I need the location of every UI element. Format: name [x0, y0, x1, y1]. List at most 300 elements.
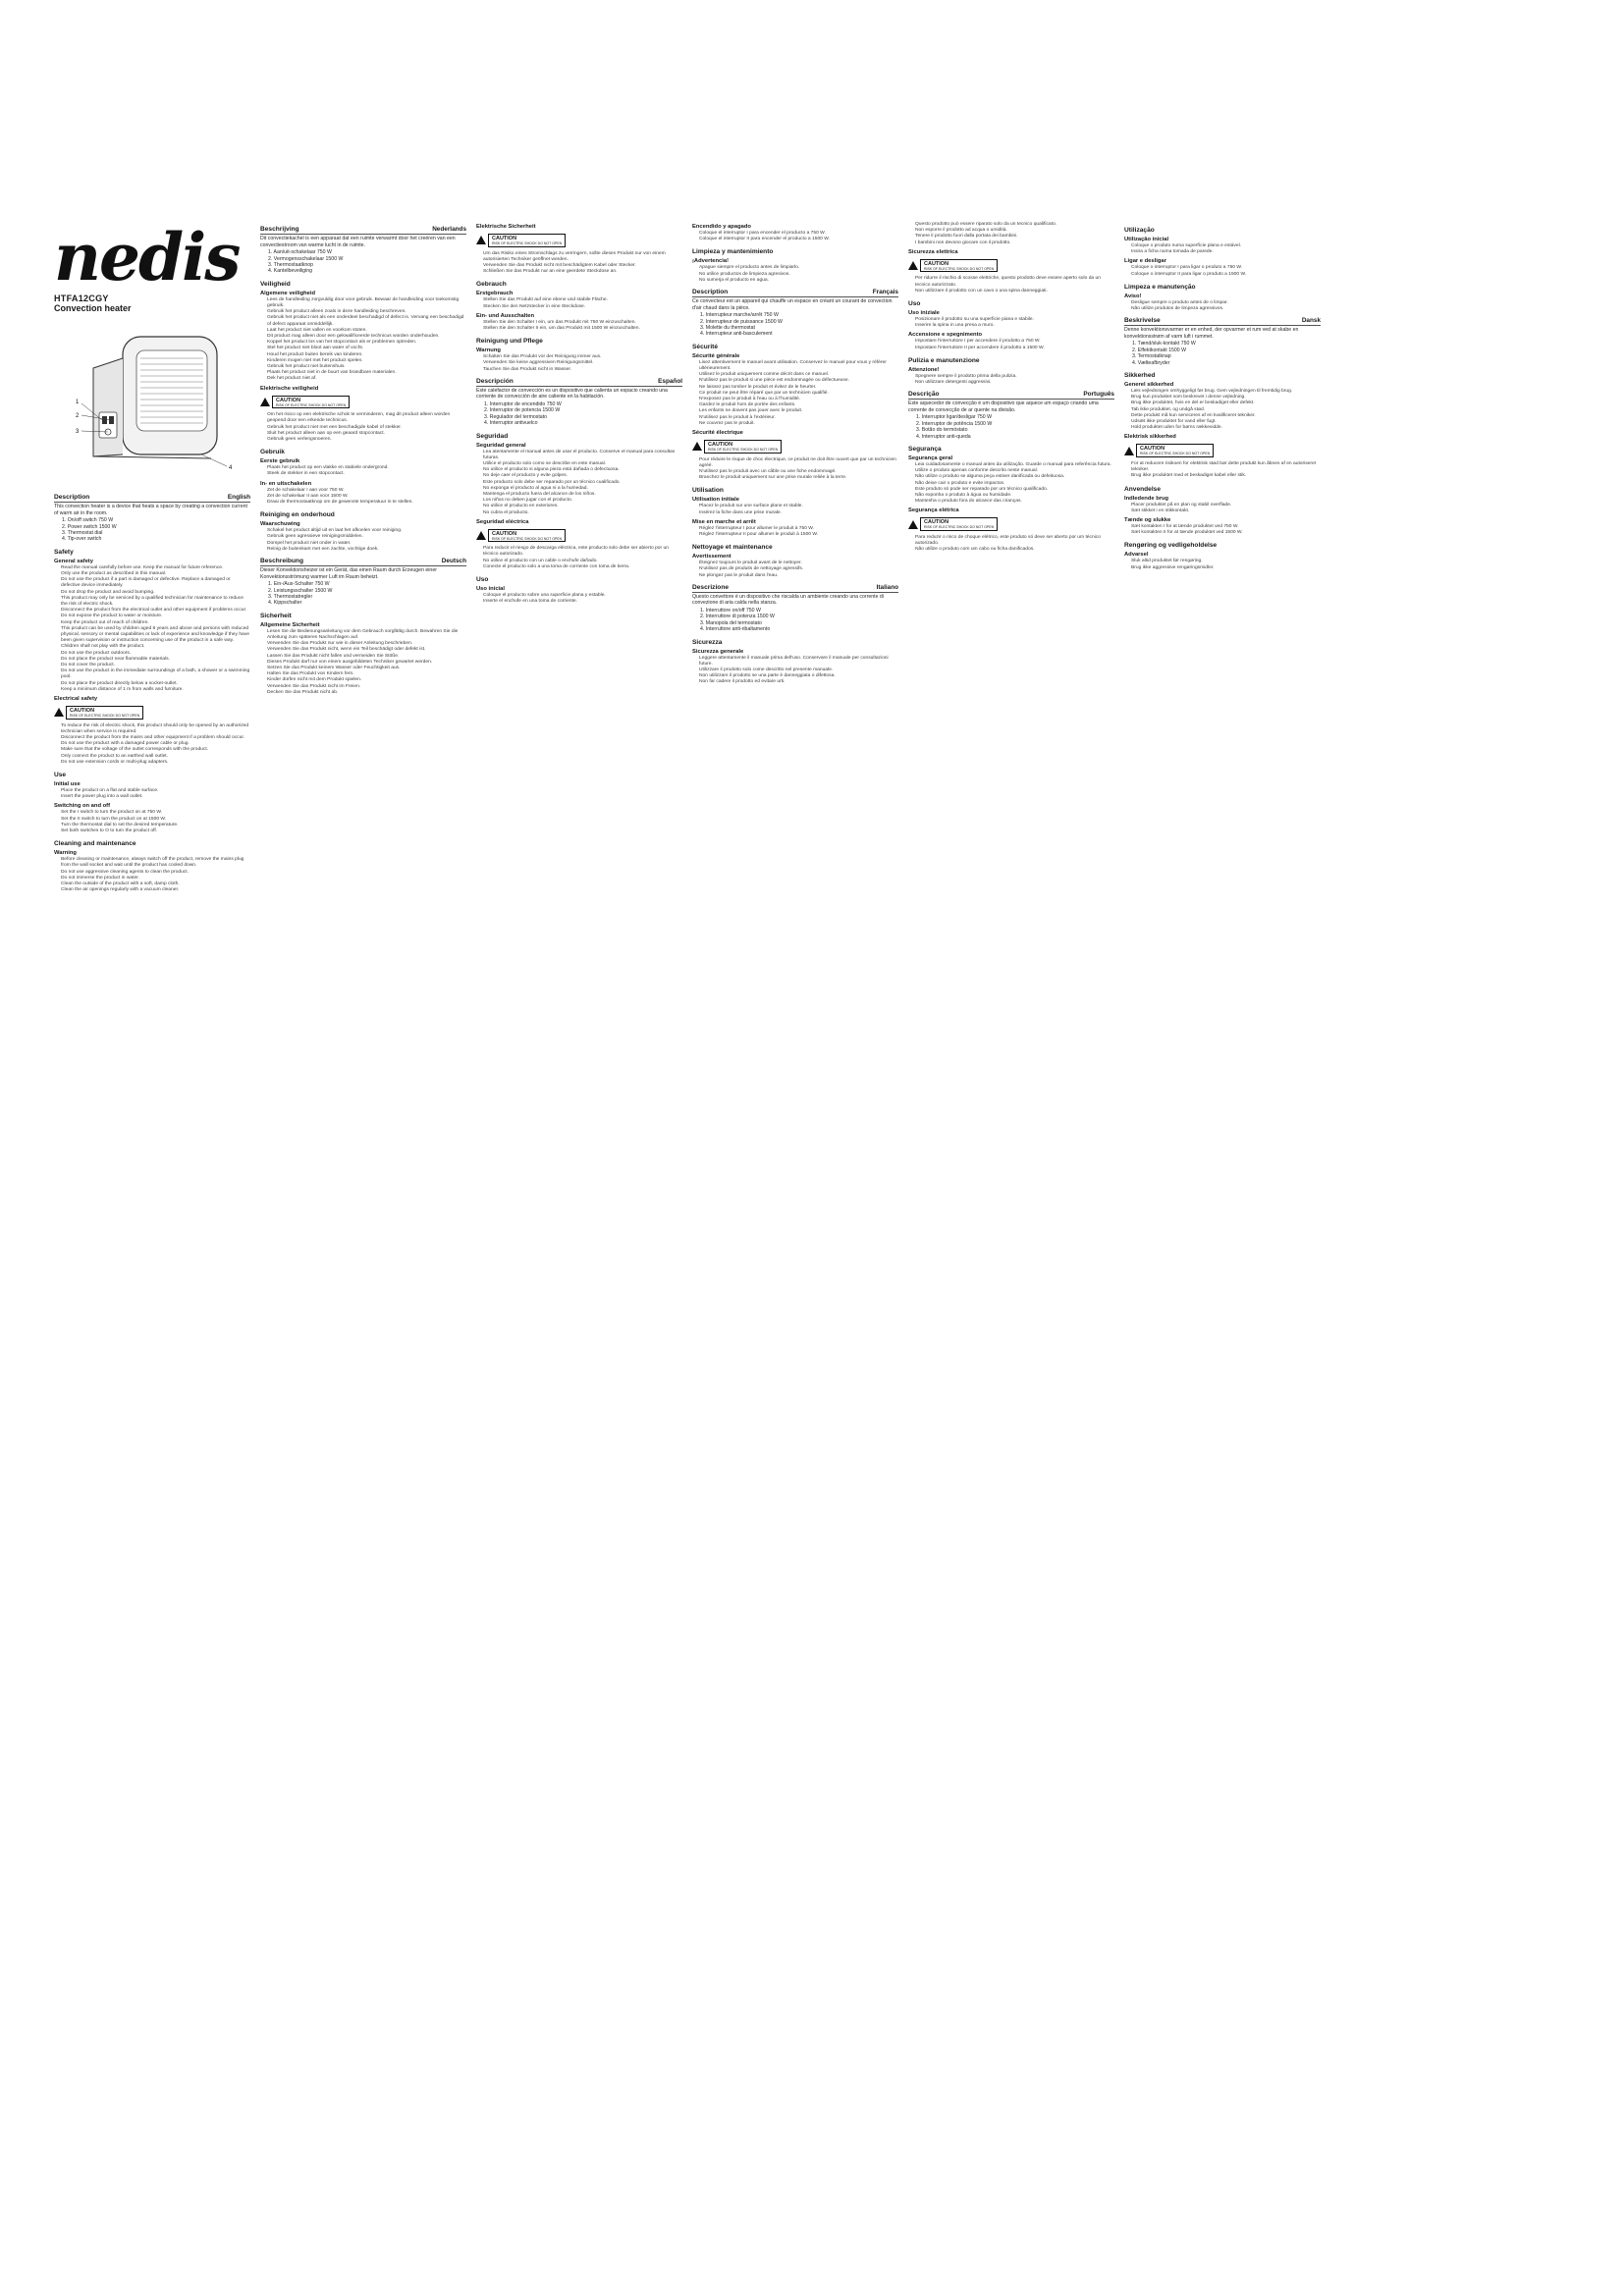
list-item: • Conecte el producto solo a una toma de corriente con toma de tierra.: [483, 564, 682, 570]
bullet-list: [692, 360, 898, 427]
intro-text: Este calefactor de convección es un dispositivo que calienta un espacio creando una corriente de convección de aire caliente en la habitación.: [476, 387, 668, 400]
list-item: • Para reduzir o risco de choque elétrico, este produto só deve ser aberto por um técnico autorizado.: [915, 535, 1114, 547]
list-item: • No utilice el producto si alguna pieza está dañada o defectuosa.: [483, 467, 682, 473]
caution-text: CAUTION: [492, 530, 517, 537]
heading-general-safety: Seguridad general: [476, 442, 526, 449]
list-item: • Coloque o produto numa superfície plana e estável.: [1131, 243, 1321, 249]
heading-electrical-safety: Seguridad eléctrica: [476, 518, 529, 525]
list-item: 3. Thermostat dial: [62, 530, 103, 536]
bullet-list: [476, 450, 682, 516]
bullet-list: [908, 535, 1114, 554]
caution-subtext: RISK OF ELECTRIC SHOCK DO NOT OPEN: [492, 536, 563, 541]
list-item: • Dieses Produkt darf nur von einem ausgebildeten Techniker gewartet werden.: [267, 660, 466, 666]
list-item: • No utilice productos de limpieza agresivos.: [699, 272, 898, 278]
heading-warning: Aviso!: [1124, 293, 1142, 299]
list-item: • Este producto solo debe ser reparado por un técnico cualificado.: [483, 480, 682, 486]
heading-safety: Seguridad: [476, 432, 509, 440]
list-item: • Om het risico op een elektrische schok te verminderen, mag dit product alleen worden geopend door een erkende technicus.: [267, 412, 466, 424]
heading-cleaning: Nettoyage et maintenance: [692, 544, 773, 552]
heading-electrical-safety: Elektrische Sicherheit: [476, 224, 536, 230]
list-item: • Turn the thermostat dial to set the desired temperature.: [61, 823, 250, 828]
logo-text: nedis: [54, 223, 240, 292]
intro-text: Denne konvektionsvarmer er en enhed, der opvarmer et rum ved at skabe en konvektionsstrøm af varm luft i rummet.: [1124, 327, 1299, 340]
bullet-list: [1124, 559, 1321, 570]
list-item: • Ne laissez pas tomber le produit et évitez de le heurter.: [699, 385, 898, 391]
language-label: Deutsch: [441, 558, 466, 564]
caution-subtext: RISK OF ELECTRIC SHOCK DO NOT OPEN: [924, 525, 995, 530]
heading-use: Utilisation: [692, 487, 724, 495]
heading-initial-use: Erstgebrauch: [476, 291, 514, 297]
bullet-list: [908, 462, 1114, 505]
column-english: [54, 221, 250, 1460]
list-item: • Halten Sie das Produkt von Kindern fern.: [267, 671, 466, 677]
language-label: Português: [1083, 391, 1114, 399]
list-item: • This product can be used by children aged 8 years and above and persons with reduced physical, sensory or mental capabilities or lack of experience and knowledge if they have been given supervision or instruction concerning use of the product in a safe way.: [61, 626, 250, 645]
list-item: • Set both switches to O to turn the product off.: [61, 828, 250, 834]
list-item: • N'utilisez pas le produit si une pièce est endommagée ou défectueuse.: [699, 378, 898, 384]
caution-subtext: RISK OF ELECTRIC SHOCK DO NOT OPEN: [1140, 452, 1211, 456]
bullet-list: [692, 526, 898, 538]
warning-icon: [908, 520, 918, 529]
list-item: • For at reducere risikoen for elektrisk stød bør dette produkt kun åbnes af en autoriseret tekniker.: [1131, 461, 1321, 473]
list-item: 2. Interruttore di potenza 1500 W: [700, 614, 775, 620]
list-item: • N'utilisez pas le produit avec un câble ou une fiche endommagé.: [699, 469, 898, 475]
heading-electrical-safety: Sicurezza elettrica: [908, 248, 958, 255]
list-item: • Impostare l'interruttore I per accendere il prodotto a 750 W.: [915, 339, 1114, 345]
list-item: • Não utilize o produto com um cabo ou ficha danificados.: [915, 547, 1114, 553]
list-item: • Gebruik het product niet met een beschadigde kabel of stekker.: [267, 425, 466, 431]
caution-text: CAUTION: [492, 236, 517, 241]
caution-label: [54, 706, 143, 720]
heading-electrical-safety: Elektrische veiligheid: [260, 385, 319, 392]
list-item: • N'exposez pas le produit à l'eau ou à l'humidité.: [699, 397, 898, 402]
heading-use: Utilização: [1124, 227, 1155, 234]
heading-cleaning: Reiniging en onderhoud: [260, 511, 335, 519]
caution-text: CAUTION: [924, 519, 949, 526]
heading-warning: Advarsel: [1124, 552, 1149, 559]
list-item: • Stel het product niet bloot aan water of vocht.: [267, 346, 466, 351]
bullet-list: [908, 276, 1114, 294]
list-item: • Read the manual carefully before use. Keep the manual for future reference.: [61, 565, 250, 571]
heading-switching: Mise en marche et arrêt: [692, 518, 756, 525]
section-header-francais: [692, 289, 898, 297]
heading-initial-use: Indledende brug: [1124, 495, 1169, 502]
parts-list: [1124, 341, 1321, 366]
bullet-list: [908, 222, 1114, 246]
list-item: • Clean the air openings regularly with a vacuum cleaner.: [61, 887, 250, 893]
caution-text: CAUTION: [708, 442, 733, 449]
caution-text: CAUTION: [924, 260, 949, 267]
caution-subtext: RISK OF ELECTRIC SHOCK DO NOT OPEN: [276, 402, 347, 407]
list-item: • Laat het product niet vallen en voorkom stoten.: [267, 328, 466, 334]
bullet-list: [1124, 243, 1321, 255]
bullet-list: [692, 457, 898, 482]
list-item: • Gebruik het product niet als een onderdeel beschadigd of defect is. Vervang een beschadigd of defect apparaat onmiddellijk.: [267, 315, 466, 327]
bullet-list: [260, 488, 466, 507]
section-title: Description: [692, 289, 729, 296]
heading-initial-use: Utilisation initiale: [692, 497, 739, 504]
list-item: 1. Tænd/sluk-kontakt 750 W: [1132, 341, 1196, 347]
heading-use: Uso: [908, 299, 921, 307]
list-item: • Reinig de buitenkant met een zachte, vochtige doek.: [267, 547, 466, 553]
list-item: • Læs vejledningen omhyggeligt før brug. Gem vejledningen til fremtidig brug.: [1131, 389, 1321, 395]
list-item: • Houd het product buiten bereik van kinderen.: [267, 352, 466, 358]
warning-icon: [54, 708, 64, 717]
bullet-list: [54, 857, 250, 893]
bullet-list: [476, 593, 682, 605]
parts-list: [54, 517, 250, 543]
list-item: • Gebruik het product niet buitenshuis.: [267, 364, 466, 370]
list-item: • Do not use the product in the immediate surroundings of a bath, a shower or a swimming pool.: [61, 668, 250, 680]
list-item: • Do not use the product if a part is damaged or defective. Replace a damaged or defective device immediately.: [61, 577, 250, 589]
bullet-list: [54, 810, 250, 834]
list-item: • Steek de stekker in een stopcontact.: [267, 471, 466, 477]
list-item: 3. Manopola del termostato: [700, 619, 762, 626]
heading-safety: Sicherheit: [260, 612, 292, 619]
list-item: • Placez le produit sur une surface plane et stable.: [699, 504, 898, 509]
list-item: • Set the I switch to turn the product on at 750 W.: [61, 810, 250, 816]
list-item: 1. Interrupteur marche/arrêt 750 W: [700, 312, 779, 319]
list-item: 3. Regulador del termostato: [484, 413, 548, 420]
bullet-list: [54, 723, 250, 766]
list-item: • Zet de schakelaar I aan voor 750 W.: [267, 488, 466, 494]
list-item: • Leggere attentamente il manuale prima dell'uso. Conservare il manuale per consultazioni future.: [699, 656, 898, 667]
list-item: 1. On/off switch 750 W: [62, 517, 114, 524]
caution-subtext: RISK OF ELECTRIC SHOCK DO NOT OPEN: [70, 714, 140, 719]
bullet-list: [476, 546, 682, 570]
list-item: 4. Kippschalter: [268, 600, 302, 607]
heading-warning: Avertissement: [692, 554, 731, 561]
list-item: • Sæt kontakten II for at tænde produktet ved 1500 W.: [1131, 530, 1321, 536]
bullet-list: [908, 374, 1114, 386]
list-item: • Only use the product as described in this manual.: [61, 571, 250, 577]
heading-safety: Veiligheid: [260, 280, 291, 288]
heading-cleaning: Rengøring og vedligeholdelse: [1124, 542, 1218, 550]
list-item: • Stellen Sie das Produkt auf eine ebene und stabile Fläche.: [483, 297, 682, 303]
bullet-list: [692, 231, 898, 242]
caution-label: [908, 517, 998, 531]
caution-label: [1124, 444, 1214, 457]
section-header-dansk: [1124, 317, 1321, 326]
list-item: • Hold produktet uden for børns rækkevidde.: [1131, 425, 1321, 431]
list-item: • Keep the product out of reach of children.: [61, 620, 250, 626]
caution-text: CAUTION: [276, 397, 301, 403]
list-item: • Make sure that the voltage of the outlet corresponds with the product.: [61, 747, 250, 753]
heading-electrical-safety: Segurança elétrica: [908, 507, 959, 514]
list-item: • Utilizzare il prodotto solo come descritto nel presente manuale.: [699, 667, 898, 673]
section-header-nederlands: [260, 226, 466, 235]
list-item: • No sumerja el producto en agua.: [699, 278, 898, 284]
list-item: • Do not use the product outdoors.: [61, 651, 250, 657]
list-item: • Children shall not play with the product.: [61, 644, 250, 650]
callout-2: 2: [76, 413, 80, 419]
bullet-list: [908, 317, 1114, 329]
list-item: 4. Interruptor anti-queda: [916, 433, 971, 440]
bullet-list: [260, 297, 466, 383]
list-item: • Zet de schakelaar II aan voor 1500 W.: [267, 494, 466, 500]
list-item: 1. Interruptor de encendido 750 W: [484, 400, 562, 407]
list-item: • Schakel het product altijd uit en laat het afkoelen voor reiniging.: [267, 528, 466, 534]
list-item: • Não exponha o produto à água ou humidade.: [915, 493, 1114, 499]
list-item: • Setzen Sie das Produkt keinem Wasser oder Feuchtigkeit aus.: [267, 666, 466, 671]
list-item: 4. Kantelbeveiliging: [268, 268, 312, 275]
heading-warning: ¡Advertencia!: [692, 258, 730, 265]
section-title: Descripción: [476, 377, 514, 385]
column-nederlands: [260, 221, 466, 1460]
list-item: • Utilize o produto apenas conforme descrito neste manual.: [915, 468, 1114, 474]
list-item: • Réglez l'interrupteur II pour allumer le produit à 1500 W.: [699, 532, 898, 538]
heading-switching: Ligar e desligar: [1124, 258, 1166, 265]
list-item: • Do not use extension cords or multi-plug adapters.: [61, 760, 250, 766]
caution-text: CAUTION: [70, 708, 95, 715]
bullet-list: [692, 265, 898, 284]
list-item: • Lassen Sie das Produkt nicht fallen und vermeiden Sie Stöße.: [267, 654, 466, 660]
caution-subtext: RISK OF ELECTRIC SHOCK DO NOT OPEN: [924, 266, 995, 271]
list-item: 1. Aan/uit-schakelaar 750 W: [268, 249, 332, 256]
list-item: • Schließen Sie das Produkt nur an eine geerdete Steckdose an.: [483, 269, 682, 275]
list-item: • Disconnect the product from the mains and other equipment if a problem should occur.: [61, 735, 250, 741]
callout-3: 3: [76, 429, 80, 435]
list-item: • No utilice el producto en exteriores.: [483, 504, 682, 509]
caution-label: [908, 259, 998, 273]
list-item: • Dompel het product niet onder in water.: [267, 541, 466, 547]
list-item: • Inserte el enchufe en una toma de corriente.: [483, 599, 682, 605]
list-item: • Ne plongez pas le produit dans l'eau.: [699, 573, 898, 579]
list-item: • Coloque el interruptor II para encender el producto a 1500 W.: [699, 237, 898, 242]
language-label: Español: [658, 377, 682, 385]
list-item: • Only connect the product to an earthed wall outlet.: [61, 754, 250, 760]
list-item: • Les enfants ne doivent pas jouer avec le produit.: [699, 408, 898, 414]
list-item: • Gardez le produit hors de portée des enfants.: [699, 402, 898, 408]
list-item: • Brug kun produktet som beskrevet i denne vejledning.: [1131, 395, 1321, 400]
list-item: • Verwenden Sie das Produkt nicht mit beschädigtem Kabel oder Stecker.: [483, 263, 682, 269]
list-item: • Dek het product niet af.: [267, 376, 466, 382]
list-item: • Utilice el producto solo como se describe en este manual.: [483, 461, 682, 467]
heading-safety: Sicurezza: [692, 638, 723, 646]
heading-general-safety: Algemene veiligheid: [260, 290, 316, 296]
list-item: • N'utilisez pas de produits de nettoyage agressifs.: [699, 566, 898, 572]
list-item: • Verwenden Sie das Produkt nicht, wenn ein Teil beschädigt oder defekt ist.: [267, 647, 466, 653]
warning-icon: [908, 261, 918, 270]
heading-use: Use: [54, 772, 67, 778]
heading-use: Anvendelse: [1124, 485, 1162, 493]
bullet-list: [260, 629, 466, 696]
list-item: • Do not use aggressive cleaning agents to clean the product.: [61, 870, 250, 876]
list-item: • Do not expose the product to water or moisture.: [61, 614, 250, 619]
heading-cleaning: Limpeza e manutenção: [1124, 283, 1196, 291]
list-item: • Impostare l'interruttore II per accendere il prodotto a 1500 W.: [915, 346, 1114, 351]
heading-electrical-safety: Sécurité électrique: [692, 430, 743, 437]
warning-icon: [1124, 447, 1134, 455]
heading-initial-use: Uso iniziale: [908, 309, 940, 316]
list-item: • Um das Risiko eines Stromschlags zu verringern, sollte dieses Produkt nur von einem autorisierten Techniker geöffnet werden.: [483, 251, 682, 263]
list-item: • Mantenha o produto fora do alcance das crianças.: [915, 499, 1114, 505]
list-item: • Non esporre il prodotto ad acqua o umidità.: [915, 228, 1114, 234]
bullet-list: [260, 412, 466, 443]
bullet-list: [1124, 461, 1321, 480]
caution-text: CAUTION: [1140, 446, 1165, 453]
list-item: • Gebruik het product alleen zoals in deze handleiding beschreven.: [267, 309, 466, 315]
list-item: 2. Interruptor de potencia 1500 W: [484, 407, 561, 414]
list-item: • Do not place the product near flammable materials.: [61, 657, 250, 663]
list-item: • Insérez la fiche dans une prise murale.: [699, 510, 898, 516]
section-header-italiano: [692, 584, 898, 593]
section-header-english: [54, 494, 250, 503]
heading-use: Uso: [476, 576, 489, 584]
list-item: • Kinder dürfen nicht mit dem Produkt spielen.: [267, 677, 466, 683]
list-item: • Leia cuidadosamente o manual antes da utilização. Guarde o manual para referência futura.: [915, 462, 1114, 468]
list-item: 2. Power switch 1500 W: [62, 523, 117, 530]
list-item: • Los niños no deben jugar con el producto.: [483, 498, 682, 504]
heading-safety: Sikkerhed: [1124, 372, 1156, 380]
heading-initial-use: Uso inicial: [476, 586, 505, 593]
bullet-list: [1124, 265, 1321, 277]
list-item: • Pour réduire le risque de choc électrique, ce produit ne doit être ouvert que par un technicien agréé.: [699, 457, 898, 469]
section-title: Description: [54, 494, 90, 501]
bullet-list: [476, 251, 682, 276]
section-header-portugues: [908, 391, 1114, 400]
list-item: 3. Thermostaatknop: [268, 262, 314, 268]
heading-switching: Switching on and off: [54, 803, 110, 810]
heading-warning: Warning: [54, 850, 77, 857]
heading-general-safety: Sicurezza generale: [692, 648, 744, 655]
bullet-list: [1124, 503, 1321, 514]
list-item: • Utilisez le produit uniquement comme décrit dans ce manuel.: [699, 372, 898, 378]
heading-switching: Accensione e spegnimento: [908, 332, 983, 339]
list-item: • I bambini non devono giocare con il prodotto.: [915, 240, 1114, 246]
intro-text: Dieser Konvektionsheizer ist ein Gerät, das einen Raum durch Erzeugen einer Konvektionsströmung warmer Luft im Raum beheizt.: [260, 567, 437, 580]
list-item: • Placer produktet på en plan og stabil overflade.: [1131, 503, 1321, 508]
list-item: • Gebruik geen verlengsnoeren.: [267, 437, 466, 443]
list-item: • Stellen Sie den Schalter II ein, um das Produkt mit 1500 W einzuschalten.: [483, 326, 682, 332]
list-item: • No exponga el producto al agua ni a la humedad.: [483, 486, 682, 492]
heading-warning: Attenzione!: [908, 366, 940, 373]
heading-warning: Warnung: [476, 347, 501, 354]
section-title: Descrição: [908, 391, 940, 399]
heading-switching: Encendido y apagado: [692, 224, 751, 230]
bullet-list: [908, 339, 1114, 350]
parts-list: [260, 249, 466, 275]
list-item: • Udsæt ikke produktet for vand eller fugt.: [1131, 419, 1321, 425]
intro-text: Este aquecedor de convecção é um dispositivo que aquece um espaço criando uma corrente de convecção de ar quente na divisão.: [908, 400, 1099, 413]
list-item: 2. Interrupteur de puissance 1500 W: [700, 318, 783, 325]
list-item: 1. Interruptor ligar/desligar 750 W: [916, 414, 992, 421]
bullet-list: [692, 504, 898, 515]
heading-general-safety: General safety: [54, 558, 93, 564]
list-item: • Do not cover the product.: [61, 663, 250, 668]
heading-switching: Tænde og slukke: [1124, 516, 1171, 523]
list-item: • Keep a minimum distance of 1 m from walls and furniture.: [61, 687, 250, 693]
product-name: Convection heater: [54, 303, 132, 313]
heading-electrical-safety: Elektrisk sikkerhed: [1124, 434, 1176, 441]
list-item: 3. Botão do termóstato: [916, 427, 968, 434]
list-item: • Verwenden Sie das Produkt nur wie in dieser Anleitung beschrieben.: [267, 641, 466, 647]
list-item: • Verwenden Sie keine aggressiven Reinigungsmittel.: [483, 360, 682, 366]
list-item: • Sluk altid produktet før rengøring.: [1131, 559, 1321, 564]
language-label: Italiano: [876, 583, 898, 591]
list-item: • This product may only be serviced by a qualified technician for maintenance to reduce the risk of electric shock.: [61, 596, 250, 608]
list-item: • Verwenden Sie das Produkt nicht im Freien.: [267, 684, 466, 690]
list-item: 2. Interruptor de potência 1500 W: [916, 420, 993, 427]
list-item: • Tenere il prodotto fuori dalla portata dei bambini.: [915, 234, 1114, 240]
list-item: • Before cleaning or maintenance, always switch off the product, remove the mains plug from the wall socket and wait until the product has cooled down.: [61, 857, 250, 869]
list-item: • Stellen Sie den Schalter I ein, um das Produkt mit 750 W einzuschalten.: [483, 320, 682, 326]
list-item: • Do not place the product directly below a socket-outlet.: [61, 681, 250, 687]
list-item: • Decken Sie das Produkt nicht ab.: [267, 690, 466, 696]
caution-label: [260, 396, 350, 409]
column-italiano-portugues: [908, 221, 1114, 1460]
caution-label: [692, 440, 782, 454]
list-item: • N'utilisez pas le produit à l'extérieur.: [699, 415, 898, 421]
heading-general-safety: Sécurité générale: [692, 352, 740, 359]
heading-safety: Segurança: [908, 445, 942, 453]
list-item: 1. Interruttore on/off 750 W: [700, 607, 761, 614]
list-item: 3. Termostatknap: [1132, 353, 1171, 360]
heading-safety: Safety: [54, 548, 74, 556]
list-item: • Stecken Sie den Netzstecker in eine Steckdose.: [483, 304, 682, 310]
column-portugues-dansk: [1124, 221, 1321, 1460]
list-item: • Insert the power plug into a wall outlet.: [61, 794, 250, 800]
list-item: 3. Molette du thermostat: [700, 325, 755, 332]
list-item: • Sæt stikket i en stikkontakt.: [1131, 508, 1321, 514]
bullet-list: [260, 465, 466, 477]
list-item: • Draai de thermostaatknop om de gewenste temperatuur in te stellen.: [267, 500, 466, 506]
callout-4: 4: [229, 465, 233, 471]
section-header-espanol: [476, 378, 682, 387]
column-deutsch-espanol: [476, 221, 682, 1460]
list-item: 4. Vælteafbryder: [1132, 359, 1170, 366]
list-item: 1. Ein-/Aus-Schalter 750 W: [268, 581, 330, 588]
list-item: • Place the product on a flat and stable surface.: [61, 788, 250, 794]
list-item: • Per ridurre il rischio di scosse elettriche, questo prodotto deve essere aperto solo da un tecnico autorizzato.: [915, 276, 1114, 288]
list-item: 3. Thermostatregler: [268, 594, 313, 600]
list-item: 4. Interruttore anti-ribaltamento: [700, 626, 771, 633]
parts-list: [260, 581, 466, 607]
list-item: • Brug ikke produktet med et beskadiget kabel eller stik.: [1131, 473, 1321, 479]
warning-icon: [692, 442, 702, 451]
list-item: • Ne couvrez pas le produit.: [699, 421, 898, 427]
list-item: • Non utilizzare detergenti aggressivi.: [915, 380, 1114, 386]
language-label: English: [227, 494, 250, 501]
heading-warning: Waarschuwing: [260, 521, 300, 528]
heading-initial-use: Initial use: [54, 781, 81, 787]
parts-list: [692, 608, 898, 633]
list-item: • Para reducir el riesgo de descarga eléctrica, este producto solo debe ser abierto por un técnico autorizado.: [483, 546, 682, 558]
list-item: • Branchez le produit uniquement sur une prise murale reliée à la terre.: [699, 475, 898, 481]
list-item: • Sæt kontakten I for at tænde produktet ved 750 W.: [1131, 524, 1321, 530]
section-title: Beskrivelse: [1124, 317, 1161, 325]
bullet-list: [476, 297, 682, 309]
list-item: • Clean the outside of the product with a soft, damp cloth.: [61, 881, 250, 887]
intro-text: Dit convectiekachel is een apparaat dat een ruimte verwarmt door het creëren van een convectiestroom van warme lucht in de ruimte.: [260, 236, 456, 248]
list-item: • Desligue sempre o produto antes de o limpar.: [1131, 300, 1321, 306]
bullet-list: [692, 561, 898, 579]
list-item: • Insira a ficha numa tomada de parede.: [1131, 249, 1321, 255]
bullet-list: [54, 565, 250, 693]
heading-use: Gebrauch: [476, 281, 507, 289]
manual-sheet: [54, 221, 1321, 1460]
warning-icon: [476, 236, 486, 244]
list-item: • Do not use the product with a damaged power cable or plug.: [61, 741, 250, 747]
list-item: • Disconnect the product from the electrical outlet and other equipment if problems occur.: [61, 608, 250, 614]
list-item: • Dette produkt må kun serviceres af en kvalificeret tekniker.: [1131, 413, 1321, 419]
list-item: • Do not drop the product and avoid bumping.: [61, 590, 250, 596]
list-item: • Koppel het product los van het stopcontact als er problemen optreden.: [267, 340, 466, 346]
list-item: • Tab ikke produktet, og undgå stød.: [1131, 407, 1321, 413]
list-item: • No deje caer el producto y evite golpes.: [483, 473, 682, 479]
list-item: • Lesen Sie die Bedienungsanleitung vor dem Gebrauch sorgfältig durch. Bewahren Sie die Anleitung zum späteren Nachschlagen auf.: [267, 629, 466, 641]
list-item: • Plaats het product op een vlakke en stabiele ondergrond.: [267, 465, 466, 471]
